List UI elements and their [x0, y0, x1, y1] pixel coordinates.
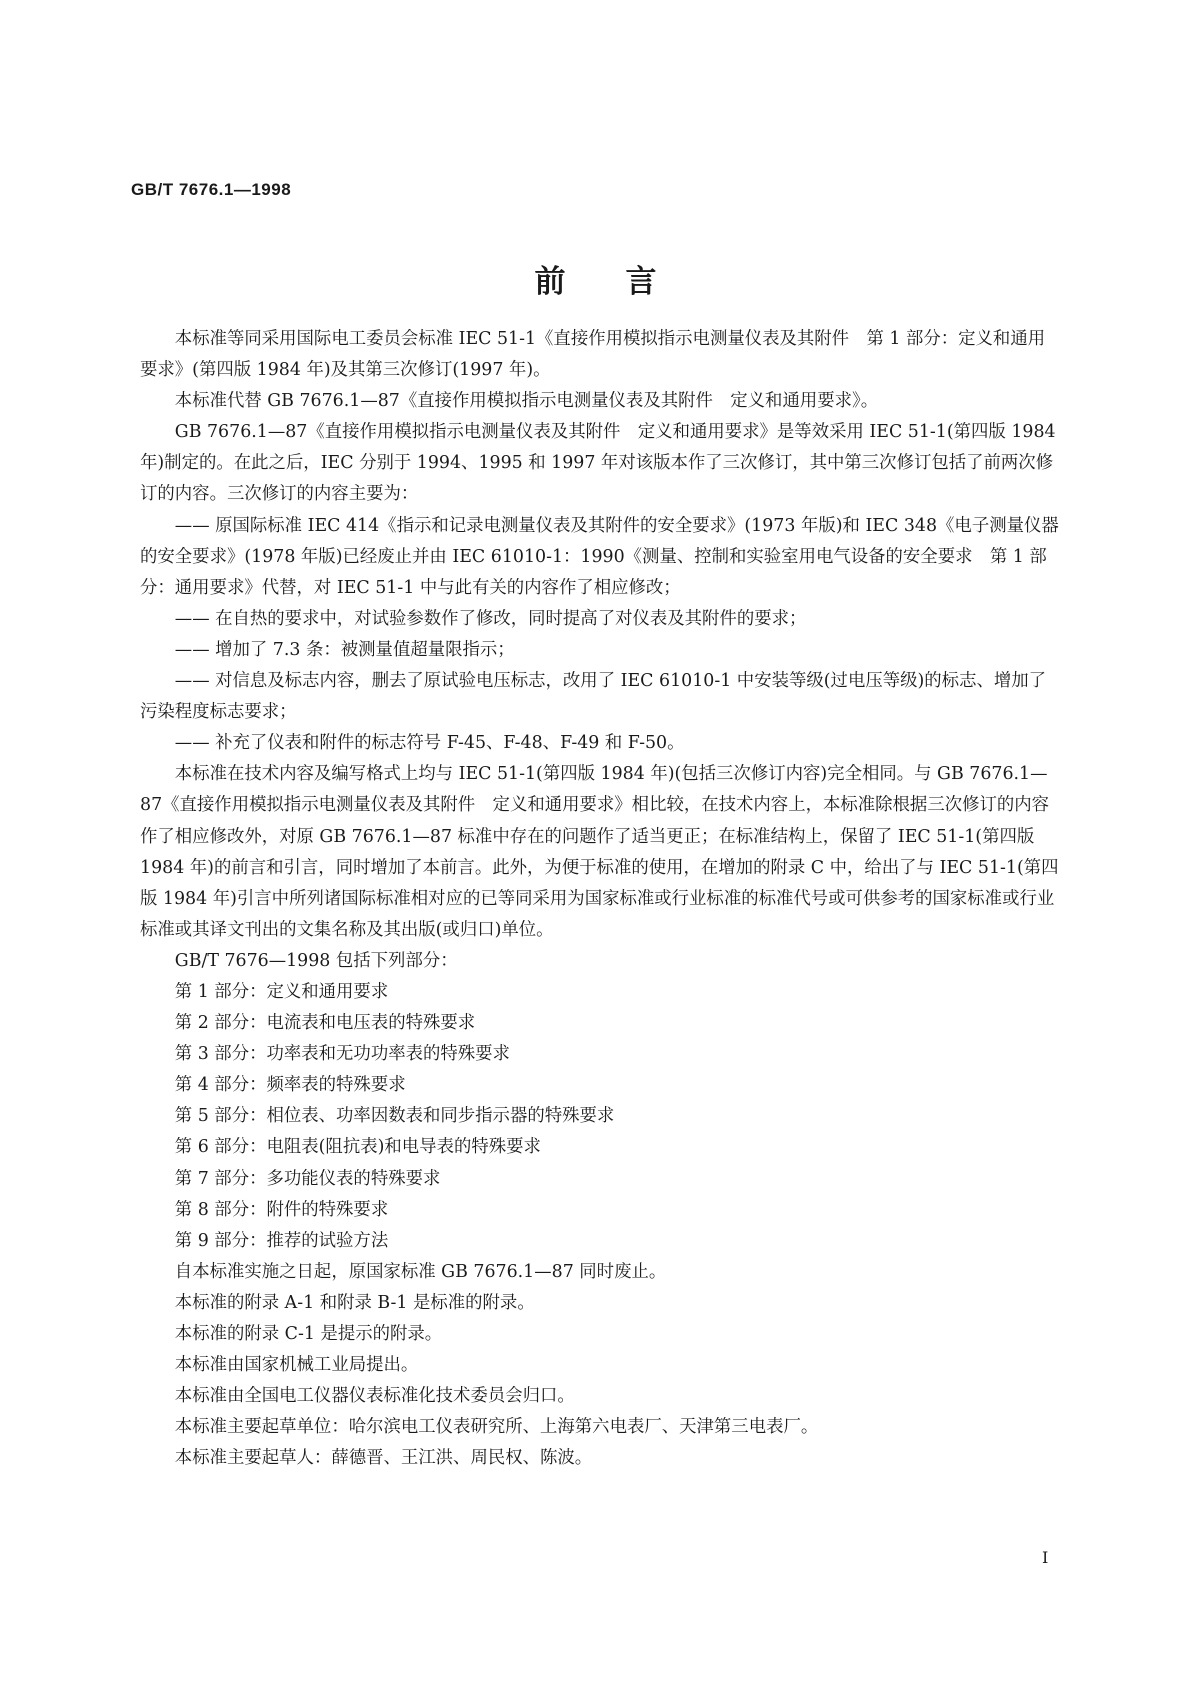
- part-item: 第 1 部分：定义和通用要求: [174, 981, 389, 1002]
- part-item: 第 2 部分：电流表和电压表的特殊要求: [174, 1013, 476, 1034]
- list-item: —— 补充了仪表和附件的标志符号 F-45、F-48、F-49 和 F-50。: [174, 733, 685, 754]
- part-item: 第 3 部分：功率表和无功功率表的特殊要求: [174, 1044, 510, 1065]
- paragraph: GB/T 7676—1998 包括下列部分：: [174, 950, 458, 971]
- part-item: 第 4 部分：频率表的特殊要求: [174, 1075, 406, 1096]
- paragraph: 本标准的附录 C-1 是提示的附录。: [174, 1324, 443, 1344]
- paragraph: 本标准主要起草人：薛德晋、王江洪、周民权、陈波。: [174, 1448, 593, 1469]
- list-item: —— 增加了 7.3 条：被测量值超量限指示；: [174, 639, 515, 660]
- page-title: 前言: [534, 264, 717, 300]
- paragraph: 本标准由国家机械工业局提出。: [174, 1355, 419, 1376]
- standard-code: GB/T 7676.1—1998: [131, 180, 292, 199]
- part-item: 第 8 部分：附件的特殊要求: [174, 1199, 389, 1220]
- list-item: —— 在自热的要求中，对试验参数作了修改，同时提高了对仪表及其附件的要求；: [174, 608, 807, 629]
- part-item: 第 6 部分：电阻表(阻抗表)和电导表的特殊要求: [174, 1137, 541, 1158]
- list-item: —— 对信息及标志内容，删去了原试验电压标志，改用了 IEC 61010-1 中安装等级(过电压等级)的标志、增加了污染程度标志要求；: [140, 671, 1047, 723]
- paragraph: 本标准由全国电工仪器仪表标准化技术委员会归口。: [174, 1386, 575, 1407]
- paragraph: 本标准在技术内容及编写格式上均与 IEC 51-1(第四版 1984 年)(包括三次修订内容)完全相同。与 GB 7676.1—87《直接作用模拟指示电测量仪表及其附件 定义和通用要求》相比较，在技术内容上，本标准除根据三次修订的内容作了相应修改外，对原 GB 7676.1—87 标准中存在的问题作了适当更正；在标准结构上，保留了 IEC 51-1(第四版 1984 年)的前言和引言，同时增加了本前言。此外，为便于标准的使用，在增加的附录 C 中，给出了与 IEC 51-1(第四版 1984 年)引言中所列诸国际标准相对应的已等同采用为国家标准或行业标准的标准代号或可供参考的国家标准或行业标准或其译文刊出的文集名称及其出版(或归口)单位。: [140, 764, 1059, 940]
- part-item: 第 9 部分：推荐的试验方法: [174, 1230, 389, 1251]
- page-number: I: [1042, 1548, 1049, 1567]
- paragraph: 本标准的附录 A-1 和附录 B-1 是标准的附录。: [174, 1292, 535, 1313]
- paragraph: 本标准主要起草单位：哈尔滨电工仪表研究所、上海第六电表厂、天津第三电表厂。: [174, 1417, 819, 1438]
- paragraph: 自本标准实施之日起，原国家标准 GB 7676.1—87 同时废止。: [174, 1261, 667, 1282]
- part-item: 第 7 部分：多功能仪表的特殊要求: [174, 1168, 441, 1189]
- foreword-body: [140, 324, 1060, 1474]
- list-item: —— 原国际标准 IEC 414《指示和记录电测量仪表及其附件的安全要求》(1973 年版)和 IEC 348《电子测量仪器的安全要求》(1978 年版)已经废止并由 IEC 61010-1：1990《测量、控制和实验室用电气设备的安全要求 第 1 部分：通用要求》代替，对 IEC 51-1 中与此有关的内容作了相应修改；: [140, 515, 1059, 598]
- paragraph: 本标准等同采用国际电工委员会标准 IEC 51-1《直接作用模拟指示电测量仪表及其附件 第 1 部分：定义和通用要求》(第四版 1984 年)及其第三次修订(1997 年)。: [140, 329, 1046, 381]
- paragraph: 本标准代替 GB 7676.1—87《直接作用模拟指示电测量仪表及其附件 定义和通用要求》。: [174, 391, 879, 412]
- part-item: 第 5 部分：相位表、功率因数表和同步指示器的特殊要求: [174, 1106, 615, 1127]
- paragraph: GB 7676.1—87《直接作用模拟指示电测量仪表及其附件 定义和通用要求》是等效采用 IEC 51-1(第四版 1984 年)制定的。在此之后，IEC 分别于 1994、1995 和 1997 年对该版本作了三次修订，其中第三次修订包括了前两次修订的内容。三次修订的内容主要为：: [140, 422, 1056, 505]
